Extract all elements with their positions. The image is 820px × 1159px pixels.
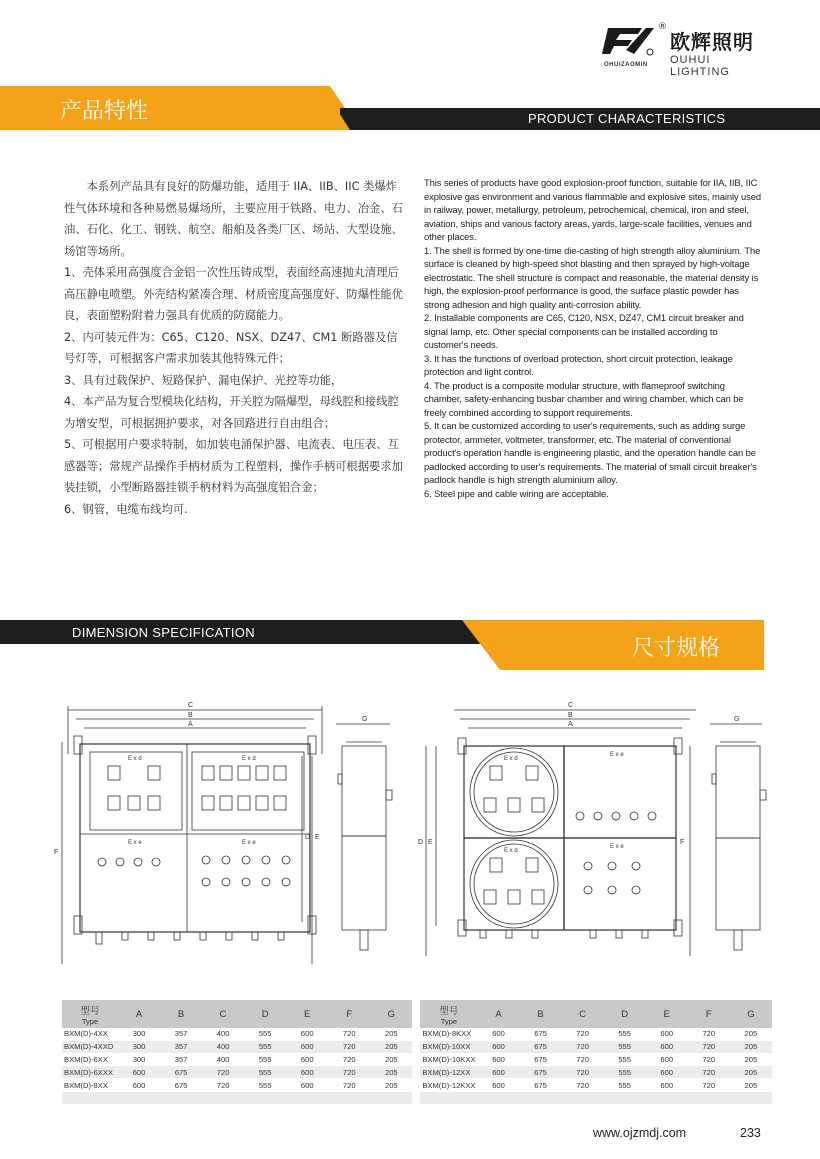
cn-paragraph: 3、具有过载保护、短路保护、漏电保护、光控等功能， bbox=[64, 373, 343, 387]
section-title-cn: 尺寸规格 bbox=[632, 636, 721, 661]
registered-mark: ® bbox=[658, 22, 667, 32]
value-cell: 600 bbox=[478, 1028, 520, 1040]
value-cell: 600 bbox=[286, 1040, 328, 1053]
table-gap bbox=[412, 1040, 420, 1053]
value-cell: 555 bbox=[244, 1040, 286, 1053]
value-cell bbox=[286, 1091, 328, 1104]
value-cell: 600 bbox=[478, 1079, 520, 1092]
value-cell: 205 bbox=[370, 1028, 412, 1040]
value-cell: 675 bbox=[520, 1079, 562, 1092]
value-cell: 555 bbox=[604, 1040, 646, 1053]
col-header: E bbox=[646, 1000, 688, 1028]
value-cell bbox=[646, 1091, 688, 1104]
value-cell: 555 bbox=[244, 1066, 286, 1079]
value-cell: 205 bbox=[730, 1066, 772, 1079]
brand-name-cn: 欧辉照明 bbox=[670, 30, 754, 54]
value-cell: 720 bbox=[202, 1066, 244, 1079]
cn-paragraph: 2、内可装元件为：C65、C120、NSX、DZ47、CM1 断路器及信号灯等，可根据客户需求加装其他特殊元件； bbox=[64, 330, 398, 365]
dim-label-e: E bbox=[315, 834, 320, 841]
value-cell: 720 bbox=[202, 1079, 244, 1092]
value-cell: 555 bbox=[604, 1079, 646, 1092]
value-cell: 720 bbox=[688, 1066, 730, 1079]
exe-label: E x e bbox=[610, 844, 624, 850]
page-number: 233 bbox=[740, 1126, 761, 1140]
value-cell: 675 bbox=[160, 1079, 202, 1092]
value-cell bbox=[604, 1091, 646, 1104]
value-cell: 600 bbox=[646, 1053, 688, 1066]
spec-table bbox=[62, 1000, 772, 1105]
value-cell: 675 bbox=[520, 1053, 562, 1066]
value-cell: 600 bbox=[646, 1079, 688, 1092]
value-cell: 205 bbox=[370, 1066, 412, 1079]
model-cell: BXM(D)-10XX bbox=[420, 1040, 477, 1053]
value-cell: 720 bbox=[562, 1079, 604, 1092]
model-header-cn: 型号 bbox=[80, 1005, 100, 1017]
dim-label-c: C bbox=[188, 702, 194, 709]
en-paragraph: 5. It can be customized according to user's requirements, such as adding surge protector, ammeter, voltmeter, transformer, etc. The material of conventional product's operation handle is engineering plastic, and the operation handle can be padlocked according to user's requirements. The material of small circuit breaker's padlock handle is high strength aluminium alloy. bbox=[424, 420, 757, 485]
dim-label-a: A bbox=[568, 721, 573, 728]
value-cell: 675 bbox=[520, 1066, 562, 1079]
en-paragraph: 3. It has the functions of overload protection, short circuit protection, leakage protection and light control. bbox=[424, 352, 733, 377]
table-row bbox=[62, 1040, 772, 1053]
value-cell bbox=[370, 1091, 412, 1104]
model-cell: BXM(D)-4XX bbox=[62, 1028, 118, 1040]
value-cell: 720 bbox=[562, 1053, 604, 1066]
cn-paragraph: 5、可根据用户要求特制，如加装电涌保护器、电流表、电压表、互感器等；常规产品操作手柄材质为工程塑料，操作手柄可根据要求加装挂锁，小型断路器挂锁手柄材料为高强度铝合金； bbox=[64, 438, 403, 494]
value-cell: 205 bbox=[370, 1079, 412, 1092]
value-cell bbox=[562, 1091, 604, 1104]
table-gap bbox=[412, 1079, 420, 1092]
value-cell: 300 bbox=[118, 1028, 160, 1040]
model-header bbox=[420, 1000, 477, 1028]
table-row bbox=[62, 1053, 772, 1066]
value-cell: 600 bbox=[286, 1079, 328, 1092]
dim-label-g: G bbox=[362, 716, 368, 723]
value-cell: 555 bbox=[244, 1028, 286, 1040]
col-header: F bbox=[328, 1000, 370, 1028]
value-cell: 720 bbox=[328, 1028, 370, 1040]
value-cell: 555 bbox=[604, 1053, 646, 1066]
table-gap bbox=[412, 1028, 420, 1040]
model-cell: BXM(D)-6XXX bbox=[62, 1066, 118, 1079]
front-view-large bbox=[418, 702, 696, 956]
col-header: B bbox=[160, 1000, 202, 1028]
front-view-small bbox=[54, 702, 322, 964]
value-cell: 720 bbox=[562, 1040, 604, 1053]
exd-label: E x d bbox=[504, 756, 518, 762]
value-cell: 400 bbox=[202, 1028, 244, 1040]
table-gap bbox=[412, 1066, 420, 1079]
table-gap bbox=[412, 1091, 420, 1104]
en-paragraph: 6. Steel pipe and cable wiring are acceptable. bbox=[424, 487, 609, 499]
value-cell: 600 bbox=[286, 1053, 328, 1066]
cn-paragraph: 4、本产品为复合型模块化结构，开关腔为隔爆型，母线腔和接线腔为增安型，可根据拥护要求，对各回路进行自由组合； bbox=[64, 395, 399, 430]
value-cell: 555 bbox=[244, 1053, 286, 1066]
col-header: B bbox=[520, 1000, 562, 1028]
table-row bbox=[62, 1091, 772, 1104]
value-cell: 675 bbox=[520, 1028, 562, 1040]
model-header bbox=[62, 1000, 118, 1028]
table-row bbox=[62, 1066, 772, 1079]
side-view-large bbox=[710, 716, 766, 950]
value-cell: 400 bbox=[202, 1053, 244, 1066]
dim-label-f: F bbox=[680, 839, 685, 846]
model-header-en: Type bbox=[81, 1016, 99, 1026]
value-cell: 600 bbox=[646, 1040, 688, 1053]
value-cell: 300 bbox=[118, 1040, 160, 1053]
dim-label-a: A bbox=[188, 721, 193, 728]
value-cell: 555 bbox=[244, 1079, 286, 1092]
value-cell: 720 bbox=[328, 1053, 370, 1066]
model-header-en: Type bbox=[440, 1016, 458, 1026]
value-cell: 600 bbox=[478, 1053, 520, 1066]
model-cell: BXM(D)-8KXX bbox=[420, 1028, 477, 1040]
value-cell: 600 bbox=[118, 1079, 160, 1092]
dim-label-b: B bbox=[568, 712, 573, 719]
value-cell: 400 bbox=[202, 1040, 244, 1053]
dim-label-d: D bbox=[305, 834, 311, 841]
model-cell bbox=[420, 1091, 477, 1104]
value-cell: 675 bbox=[520, 1040, 562, 1053]
side-view-small bbox=[336, 716, 392, 950]
exd-label: E x d bbox=[242, 756, 256, 762]
col-header: D bbox=[244, 1000, 286, 1028]
exd-label: E x d bbox=[504, 848, 518, 854]
col-header: C bbox=[202, 1000, 244, 1028]
section-title-cn: 产品特性 bbox=[60, 99, 149, 124]
section-header-dimension bbox=[0, 620, 820, 670]
value-cell: 555 bbox=[604, 1028, 646, 1040]
en-paragraph: This series of products have good explosion-proof function, suitable for IIA, IIB, IIC explosive gas environment and various flammable and explosive sites, mainly used in railway, power, metallurgy, petroleum, petrochemical, chemical, iron and steel, aviation, ships and various factory areas, yards, large-scale facilities, venues and other places. bbox=[424, 177, 761, 242]
dim-label-b: B bbox=[188, 712, 193, 719]
value-cell: 357 bbox=[160, 1040, 202, 1053]
col-header: C bbox=[562, 1000, 604, 1028]
model-cell: BXM(D)-6XX bbox=[62, 1053, 118, 1066]
value-cell: 720 bbox=[688, 1053, 730, 1066]
value-cell: 720 bbox=[328, 1079, 370, 1092]
model-header-cn: 型号 bbox=[439, 1005, 459, 1017]
value-cell bbox=[688, 1091, 730, 1104]
value-cell: 720 bbox=[328, 1066, 370, 1079]
value-cell: 205 bbox=[730, 1028, 772, 1040]
brand-name-en: OUHUI LIGHTING bbox=[670, 54, 730, 78]
model-cell: BXM(D)-8XX bbox=[62, 1079, 118, 1092]
footer-url[interactable]: www.ojzmdj.com bbox=[593, 1126, 687, 1140]
value-cell bbox=[730, 1091, 772, 1104]
en-paragraph: 4. The product is a composite modular structure, with flameproof switching chamber, safety-enhancing busbar chamber and wiring chamber, which can be freely combined according to support requirements. bbox=[424, 379, 744, 418]
table-header-row bbox=[62, 1000, 772, 1028]
value-cell: 720 bbox=[562, 1066, 604, 1079]
value-cell bbox=[118, 1091, 160, 1104]
dim-label-f: F bbox=[54, 849, 59, 856]
value-cell bbox=[520, 1091, 562, 1104]
en-description bbox=[424, 176, 764, 500]
cn-description bbox=[64, 176, 408, 520]
dim-label-c: C bbox=[568, 702, 574, 709]
value-cell: 357 bbox=[160, 1053, 202, 1066]
exe-label: E x e bbox=[128, 840, 142, 846]
dimension-drawings bbox=[50, 694, 770, 992]
value-cell: 720 bbox=[688, 1040, 730, 1053]
value-cell: 357 bbox=[160, 1028, 202, 1040]
table-row bbox=[62, 1028, 772, 1040]
value-cell: 205 bbox=[730, 1053, 772, 1066]
dim-label-e: E bbox=[428, 839, 433, 846]
model-cell: BXM(D)-12XX bbox=[420, 1066, 477, 1079]
col-header: E bbox=[286, 1000, 328, 1028]
col-header: G bbox=[370, 1000, 412, 1028]
en-paragraph: 1. The shell is formed by one-time die-casting of high strength alloy aluminium. The surface is cleaned by high-speed shot blasting and then sprayed by high-voltage electrostatic. The shell structure is compact and reasonable, the material density is high, the explosion-proof performance is good, the surface plastic powder has strong adhesion and high quality anti-corrosion ability. bbox=[424, 244, 761, 310]
section-title-en: PRODUCT CHARACTERISTICS bbox=[528, 111, 726, 126]
value-cell: 205 bbox=[370, 1040, 412, 1053]
value-cell bbox=[160, 1091, 202, 1104]
value-cell: 600 bbox=[118, 1066, 160, 1079]
brand-mark-text: OHUIZAOMIN bbox=[604, 62, 648, 68]
table-gap bbox=[412, 1053, 420, 1066]
value-cell: 720 bbox=[562, 1028, 604, 1040]
value-cell bbox=[328, 1091, 370, 1104]
exe-label: E x e bbox=[242, 840, 256, 846]
brand-mark-icon bbox=[602, 24, 654, 60]
value-cell: 600 bbox=[478, 1040, 520, 1053]
table-row bbox=[62, 1079, 772, 1092]
col-header: F bbox=[688, 1000, 730, 1028]
value-cell: 205 bbox=[370, 1053, 412, 1066]
value-cell: 600 bbox=[646, 1066, 688, 1079]
value-cell: 720 bbox=[688, 1028, 730, 1040]
en-paragraph: 2. Installable components are C65, C120, NSX, DZ47, CM1 circuit breaker and signal lamp, etc. Other special components can be installed according to customer's needs. bbox=[424, 312, 744, 350]
dim-label-d: D bbox=[418, 839, 424, 846]
cn-paragraph: 6、钢管，电缆布线均可. bbox=[64, 502, 188, 516]
value-cell bbox=[202, 1091, 244, 1104]
section-title-en: DIMENSION SPECIFICATION bbox=[72, 625, 255, 640]
value-cell: 600 bbox=[646, 1028, 688, 1040]
value-cell: 720 bbox=[688, 1079, 730, 1092]
col-header: A bbox=[118, 1000, 160, 1028]
value-cell: 720 bbox=[328, 1040, 370, 1053]
table-gap bbox=[412, 1000, 420, 1028]
cn-paragraph: 本系列产品具有良好的防爆功能，适用于 IIA、IIB、IIC 类爆炸性气体环境和各种易燃易爆场所，主要应用于铁路、电力、冶金、石油、石化、化工、钢铁、航空、船舶及各类厂区、场站、大型设施、场馆等场所。 bbox=[64, 180, 403, 258]
value-cell bbox=[478, 1091, 520, 1104]
value-cell: 300 bbox=[118, 1053, 160, 1066]
value-cell bbox=[244, 1091, 286, 1104]
value-cell: 675 bbox=[160, 1066, 202, 1079]
col-header: D bbox=[604, 1000, 646, 1028]
value-cell: 205 bbox=[730, 1079, 772, 1092]
model-cell: BXM(D)-12KXX bbox=[422, 1080, 476, 1090]
model-cell: BXM(D)-10KXX bbox=[422, 1054, 476, 1064]
value-cell: 555 bbox=[604, 1066, 646, 1079]
value-cell: 600 bbox=[286, 1028, 328, 1040]
value-cell: 600 bbox=[478, 1066, 520, 1079]
exe-label: E x e bbox=[610, 752, 624, 758]
model-cell: BXM(D)-4XXD bbox=[62, 1040, 118, 1053]
model-cell bbox=[62, 1091, 118, 1104]
section-header-characteristics bbox=[0, 86, 820, 130]
col-header: A bbox=[478, 1000, 520, 1028]
col-header: G bbox=[730, 1000, 772, 1028]
dim-label-g: G bbox=[734, 716, 740, 723]
brand-logo bbox=[602, 22, 772, 78]
value-cell: 600 bbox=[286, 1066, 328, 1079]
exd-label: E x d bbox=[128, 756, 142, 762]
cn-paragraph: 1、壳体采用高强度合金铝一次性压铸成型，表面经高速抛丸清理后高压静电喷塑。外壳结构紧凑合理、材质密度高强度好、防爆性能优良，表面塑粉附着力强具有优质的防腐能力。 bbox=[64, 266, 403, 322]
value-cell: 205 bbox=[730, 1040, 772, 1053]
